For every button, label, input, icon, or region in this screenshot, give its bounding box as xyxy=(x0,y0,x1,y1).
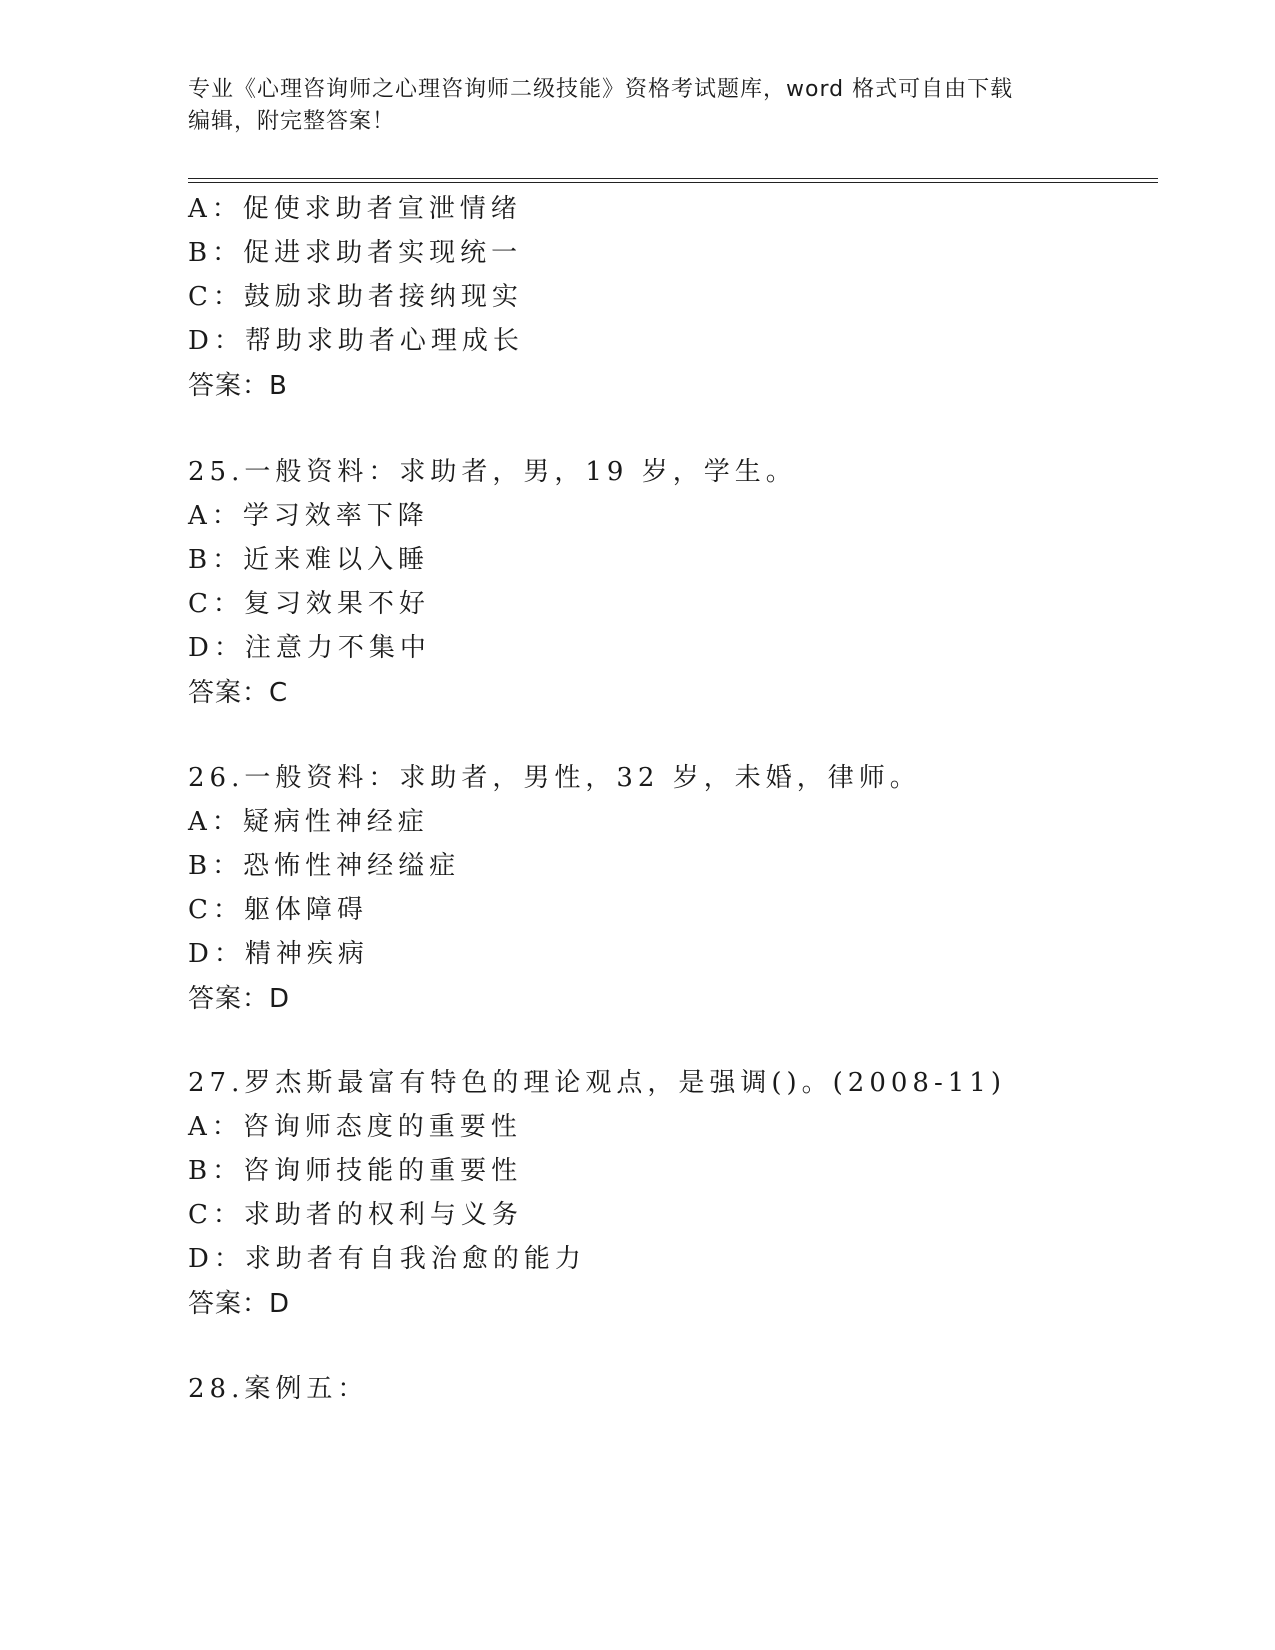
q27-option-c: C：求助者的权利与义务 xyxy=(188,1200,523,1230)
q27-option-d: D：求助者有自我治愈的能力 xyxy=(188,1244,586,1274)
q24-option-a: A：促使求助者宣泄情绪 xyxy=(188,194,522,224)
header-line-1: 专业《心理咨询师之心理咨询师二级技能》资格考试题库，word 格式可自由下载 xyxy=(188,77,1014,102)
q25-stem: 25.一般资料：求助者，男，19 岁，学生。 xyxy=(188,457,797,487)
q25-answer: 答案：C xyxy=(188,678,289,708)
q25-option-d: D：注意力不集中 xyxy=(188,633,431,663)
q26-option-a: A：疑病性神经症 xyxy=(188,807,429,837)
header-rule-bottom xyxy=(188,182,1158,183)
q24-answer: 答案：B xyxy=(188,371,288,401)
q27-answer: 答案：D xyxy=(188,1289,291,1319)
q27-stem: 27.罗杰斯最富有特色的理论观点，是强调()。(2008-11) xyxy=(188,1068,1006,1098)
q26-stem: 26.一般资料：求助者，男性，32 岁，未婚，律师。 xyxy=(188,763,921,793)
q24-option-c: C：鼓励求助者接纳现实 xyxy=(188,282,523,312)
q24-option-b: B：促进求助者实现统一 xyxy=(188,238,523,268)
q28-stem: 28.案例五： xyxy=(188,1374,369,1404)
q25-option-b: B：近来难以入睡 xyxy=(188,545,430,575)
q25-option-c: C：复习效果不好 xyxy=(188,589,430,619)
q24-option-d: D：帮助求助者心理成长 xyxy=(188,326,524,356)
q27-option-a: A：咨询师态度的重要性 xyxy=(188,1112,522,1142)
document-header xyxy=(188,74,1068,138)
q26-option-c: C：躯体障碍 xyxy=(188,895,368,925)
q26-option-b: B：恐怖性神经缢症 xyxy=(188,851,461,881)
q26-option-d: D：精神疾病 xyxy=(188,939,369,969)
q26-answer: 答案：D xyxy=(188,984,291,1014)
header-line-2: 编辑，附完整答案！ xyxy=(188,109,396,134)
q27-option-b: B：咨询师技能的重要性 xyxy=(188,1156,523,1186)
header-rule-top xyxy=(188,178,1158,179)
q25-option-a: A：学习效率下降 xyxy=(188,501,429,531)
